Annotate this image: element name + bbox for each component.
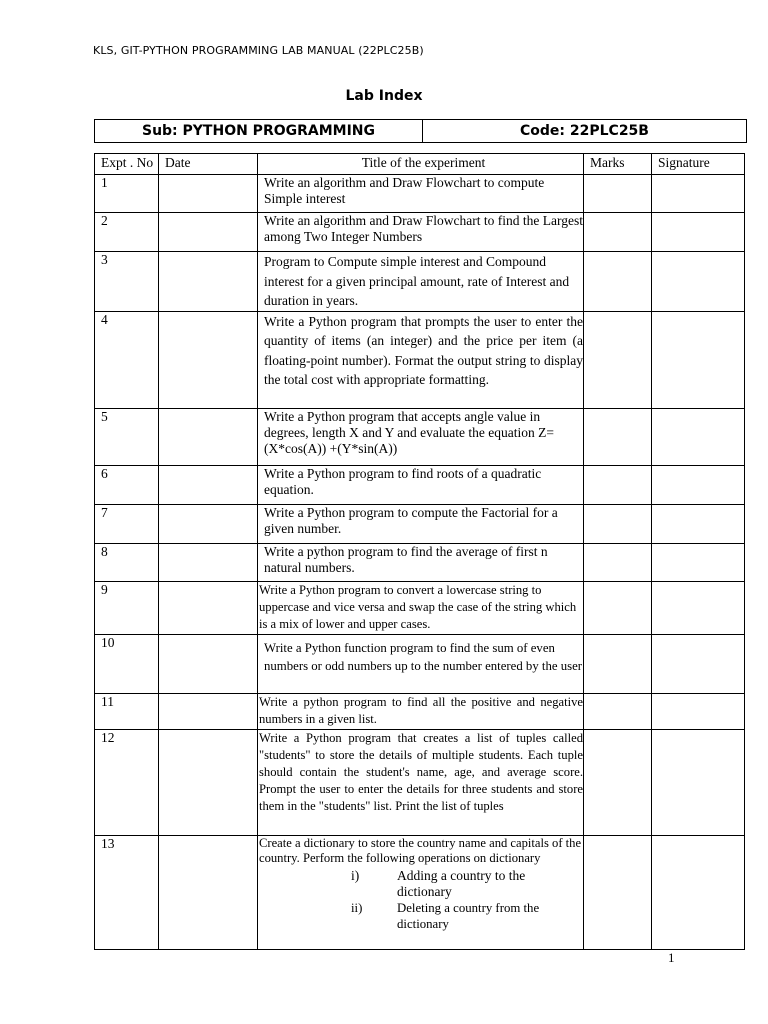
- signature-cell: [652, 311, 745, 408]
- signature-cell: [652, 175, 745, 213]
- signature-cell: [652, 504, 745, 543]
- date-cell: [159, 634, 258, 693]
- page-title: Lab Index: [345, 88, 423, 104]
- experiment-title: Write a Python program that prompts the user to enter the quantity of items (an integer) and the price per item (a floating-point number). Format the output string to display the total cost with appropriate formatting.: [258, 311, 584, 408]
- experiment-title: Write a python program to find all the positive and negative numbers in a given list.: [258, 693, 584, 729]
- expt-no: 8: [95, 543, 159, 581]
- expt-no: 4: [95, 311, 159, 408]
- table-row: [95, 175, 745, 213]
- experiment-title: Write a Python program that creates a list of tuples called "students" to store the details of multiple students. Each tuple should contain the student's name, age, and average score. Prompt the user to enter the details for three students and store them in the "students" list. Print the list of tuples: [258, 729, 584, 835]
- date-cell: [159, 175, 258, 213]
- expt-no: 11: [95, 693, 159, 729]
- experiment-title: Write a Python program to convert a lowercase string to uppercase and vice versa and swap the case of the string which is a mix of lower and upper cases.: [258, 581, 584, 634]
- signature-cell: [652, 408, 745, 465]
- expt-no: 1: [95, 175, 159, 213]
- table-header-row: [95, 154, 745, 175]
- table-row: [95, 634, 745, 693]
- marks-cell: [584, 634, 652, 693]
- date-cell: [159, 543, 258, 581]
- date-cell: [159, 213, 258, 252]
- expt-no: 3: [95, 252, 159, 312]
- experiment-title: Write an algorithm and Draw Flowchart to compute Simple interest: [258, 175, 584, 213]
- table-row: [95, 581, 745, 634]
- date-cell: [159, 252, 258, 312]
- subject-name: Sub: PYTHON PROGRAMMING: [95, 120, 423, 142]
- expt-no: 5: [95, 408, 159, 465]
- table-row: [95, 543, 745, 581]
- expt-no: 13: [95, 835, 159, 949]
- table-row: [95, 213, 745, 252]
- expt-no: 10: [95, 634, 159, 693]
- operation-item: [351, 868, 583, 900]
- operation-text: Adding a country to the dictionary: [397, 867, 526, 899]
- table-row: [95, 311, 745, 408]
- marks-cell: [584, 693, 652, 729]
- table-row: [95, 835, 745, 949]
- experiment-title: Write a Python program that accepts angle value in degrees, length X and Y and evaluate the equation Z=(X*cos(A)) +(Y*sin(A)): [258, 408, 584, 465]
- page-number: 1: [668, 950, 675, 965]
- marks-cell: [584, 175, 652, 213]
- expt-no: 12: [95, 729, 159, 835]
- date-cell: [159, 729, 258, 835]
- experiment-title: Write an algorithm and Draw Flowchart to find the Largest among Two Integer Numbers: [258, 213, 584, 252]
- expt-no: 2: [95, 213, 159, 252]
- operation-number: ii): [351, 900, 363, 915]
- table-row: [95, 465, 745, 504]
- experiment-title: [258, 835, 584, 949]
- date-cell: [159, 504, 258, 543]
- signature-cell: [652, 729, 745, 835]
- marks-cell: [584, 581, 652, 634]
- operation-item: [351, 900, 583, 932]
- table-row: [95, 693, 745, 729]
- expt-no: 9: [95, 581, 159, 634]
- signature-cell: [652, 252, 745, 312]
- date-cell: [159, 835, 258, 949]
- marks-cell: [584, 543, 652, 581]
- marks-cell: [584, 213, 652, 252]
- col-header-title: Title of the experiment: [258, 154, 584, 175]
- date-cell: [159, 465, 258, 504]
- marks-cell: [584, 311, 652, 408]
- col-header-date: Date: [159, 154, 258, 175]
- experiment-title: Write a Python function program to find the sum of even numbers or odd numbers up to the number entered by the user: [258, 634, 584, 693]
- col-header-expt-no: Expt . No: [95, 154, 159, 175]
- operation-number: i): [351, 867, 360, 883]
- signature-cell: [652, 634, 745, 693]
- date-cell: [159, 581, 258, 634]
- table-row: [95, 252, 745, 312]
- table-row: [95, 504, 745, 543]
- experiment-title: Write a Python program to find roots of a quadratic equation.: [258, 465, 584, 504]
- marks-cell: [584, 408, 652, 465]
- marks-cell: [584, 252, 652, 312]
- marks-cell: [584, 465, 652, 504]
- subject-code: Code: 22PLC25B: [520, 123, 649, 139]
- expt-no: 6: [95, 465, 159, 504]
- signature-cell: [652, 213, 745, 252]
- signature-cell: [652, 543, 745, 581]
- signature-cell: [652, 465, 745, 504]
- expt-no: 7: [95, 504, 159, 543]
- subject-bar: [94, 119, 747, 143]
- experiment-title: Write a python program to find the average of first n natural numbers.: [258, 543, 584, 581]
- date-cell: [159, 311, 258, 408]
- table-row: [95, 408, 745, 465]
- marks-cell: [584, 729, 652, 835]
- col-header-signature: Signature: [652, 154, 745, 175]
- operation-text: Deleting a country from the dictionary: [397, 900, 540, 931]
- table-row: [95, 729, 745, 835]
- col-header-marks: Marks: [584, 154, 652, 175]
- lab-index-table: [94, 153, 745, 950]
- date-cell: [159, 408, 258, 465]
- experiment-title: Write a Python program to compute the Factorial for a given number.: [258, 504, 584, 543]
- marks-cell: [584, 835, 652, 949]
- date-cell: [159, 693, 258, 729]
- experiment-title-text: Create a dictionary to store the country name and capitals of the country. Perform the following operations on dictionary: [259, 835, 582, 865]
- signature-cell: [652, 835, 745, 949]
- experiment-title: Program to Compute simple interest and Compound interest for a given principal amount, rate of Interest and duration in years.: [258, 252, 584, 312]
- marks-cell: [584, 504, 652, 543]
- signature-cell: [652, 693, 745, 729]
- signature-cell: [652, 581, 745, 634]
- running-header: KLS, GIT-PYTHON PROGRAMMING LAB MANUAL (22PLC25B): [93, 44, 424, 57]
